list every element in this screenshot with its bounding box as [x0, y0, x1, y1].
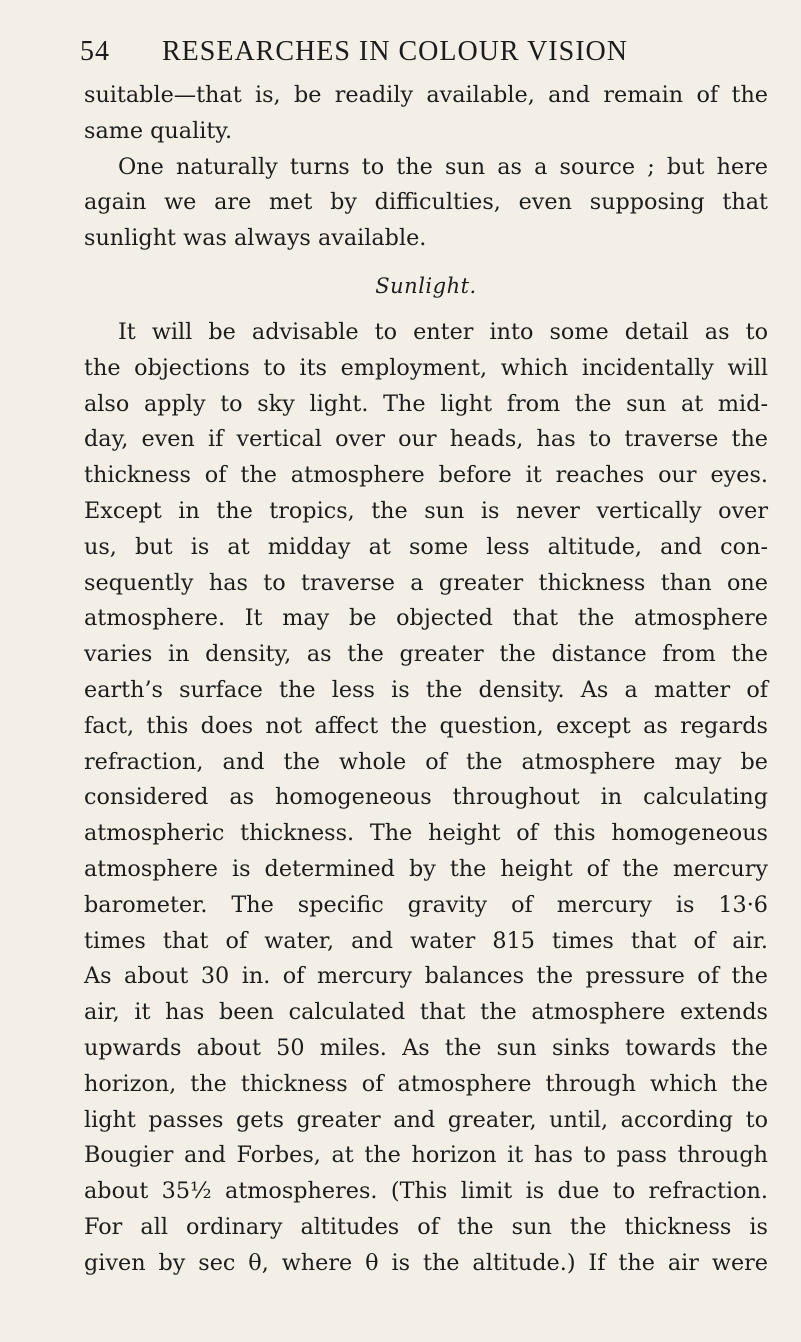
body-text	[84, 78, 768, 1282]
text-line: One naturally turns to the sun as a source ; but here	[118, 153, 768, 180]
text-line: air, it has been calculated that the atmosphere extends	[84, 999, 768, 1026]
text-line: light passes gets greater and greater, until, according to	[84, 1106, 768, 1133]
text-line: Bougier and Forbes, at the horizon it has to pass through	[84, 1142, 768, 1169]
text-line: atmospheric thickness. The height of this homogeneous	[84, 820, 768, 847]
text-line: same quality.	[84, 117, 233, 144]
page-number: 54	[80, 36, 110, 67]
text-line: For all ordinary altitudes of the sun the thickness is	[84, 1213, 768, 1240]
text-line: about 35½ atmospheres. (This limit is due to refraction.	[84, 1178, 768, 1205]
text-line: refraction, and the whole of the atmosphere may be	[84, 748, 768, 775]
text-line: times that of water, and water 815 times that of air.	[84, 927, 768, 954]
text-line: fact, this does not affect the question, except as regards	[84, 712, 768, 739]
paragraph	[84, 150, 768, 257]
text-line: earth’s surface the less is the density. As a matter of	[84, 676, 768, 703]
text-line: us, but is at midday at some less altitude, and con-	[84, 533, 768, 560]
running-title: RESEARCHES IN COLOUR VISION	[162, 36, 628, 67]
text-line: It will be advisable to enter into some detail as to	[118, 318, 768, 345]
text-line: upwards about 50 miles. As the sun sinks towards the	[84, 1034, 768, 1061]
text-line: sunlight was always available.	[84, 225, 427, 252]
section-heading: Sunlight.	[375, 273, 477, 298]
text-line: varies in density, as the greater the distance from the	[84, 641, 768, 668]
paragraph	[84, 315, 768, 1282]
text-line: suitable—that is, be readily available, and remain of the	[84, 82, 768, 108]
running-head	[80, 36, 720, 76]
paragraph	[84, 78, 768, 150]
text-line: also apply to sky light. The light from the sun at mid-	[84, 390, 768, 417]
text-line: horizon, the thickness of atmosphere through which the	[84, 1070, 768, 1097]
text-line: the objections to its employment, which incidentally will	[84, 354, 768, 381]
text-line: As about 30 in. of mercury balances the pressure of the	[84, 963, 768, 990]
text-line: sequently has to traverse a greater thickness than one	[84, 569, 768, 596]
text-line: considered as homogeneous throughout in calculating	[84, 784, 768, 811]
text-line: barometer. The specific gravity of mercury is 13·6	[84, 891, 768, 918]
text-line: thickness of the atmosphere before it reaches our eyes.	[84, 462, 768, 489]
text-line: atmosphere is determined by the height of the mercury	[84, 855, 768, 882]
text-line: atmosphere. It may be objected that the atmosphere	[84, 605, 768, 632]
text-line: Except in the tropics, the sun is never vertically over	[84, 497, 768, 524]
text-line: given by sec θ, where θ is the altitude.) If the air were	[84, 1249, 768, 1276]
text-line: day, even if vertical over our heads, has to traverse the	[84, 426, 768, 453]
text-line: again we are met by difficulties, even supposing that	[84, 189, 768, 216]
